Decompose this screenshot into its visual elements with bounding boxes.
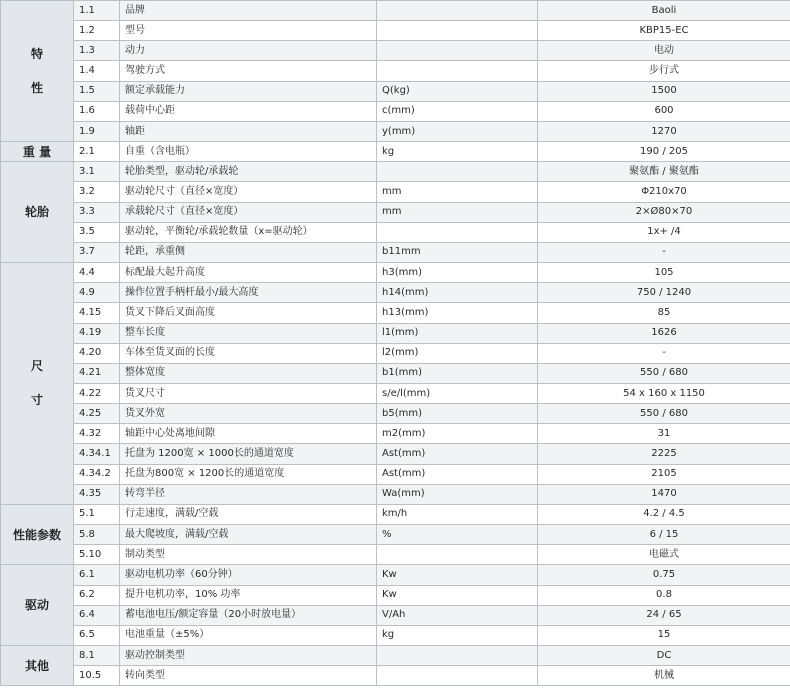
item-name: 动力 (120, 41, 377, 61)
item-name: 蓄电池电压/额定容量（20小时放电量） (120, 605, 377, 625)
item-value: Φ210x70 (538, 182, 790, 202)
spec-row (1, 323, 790, 343)
item-value: 2×Ø80×70 (538, 202, 790, 222)
item-number: 1.6 (74, 101, 120, 121)
item-number: 4.4 (74, 263, 120, 283)
spec-row (1, 565, 790, 585)
item-value: 24 / 65 (538, 605, 790, 625)
item-unit: mm (377, 202, 538, 222)
spec-row (1, 666, 790, 686)
item-number: 3.2 (74, 182, 120, 202)
item-unit: b11mm (377, 242, 538, 262)
item-number: 3.5 (74, 222, 120, 242)
item-number: 6.4 (74, 605, 120, 625)
spec-row (1, 545, 790, 565)
item-number: 8.1 (74, 646, 120, 666)
item-number: 3.7 (74, 242, 120, 262)
item-value: 2225 (538, 444, 790, 464)
item-name: 自重（含电瓶） (120, 142, 377, 162)
item-value: 550 / 680 (538, 363, 790, 383)
item-unit: c(mm) (377, 101, 538, 121)
item-value: 0.8 (538, 585, 790, 605)
item-unit: mm (377, 182, 538, 202)
item-number: 1.2 (74, 21, 120, 41)
spec-row (1, 41, 790, 61)
spec-row (1, 504, 790, 524)
item-unit: Q(kg) (377, 81, 538, 101)
item-value: 电动 (538, 41, 790, 61)
item-name: 货叉下降后叉面高度 (120, 303, 377, 323)
item-number: 4.20 (74, 343, 120, 363)
item-value: 85 (538, 303, 790, 323)
item-name: 型号 (120, 21, 377, 41)
group-dimensions (1, 263, 74, 505)
item-name: 提升电机功率，10% 功率 (120, 585, 377, 605)
group-wheels (1, 162, 74, 263)
group-label-char: 驱 (24, 598, 37, 613)
item-number: 3.1 (74, 162, 120, 182)
group-label-char: 能 (24, 527, 37, 542)
item-number: 4.15 (74, 303, 120, 323)
item-value: 1270 (538, 121, 790, 141)
item-number: 4.34.2 (74, 464, 120, 484)
item-value: 机械 (538, 666, 790, 686)
group-label-char: 性 (30, 81, 43, 96)
spec-row (1, 646, 790, 666)
item-number: 4.22 (74, 383, 120, 403)
item-unit (377, 1, 538, 21)
item-name: 轴距 (120, 121, 377, 141)
spec-row (1, 464, 790, 484)
spec-row (1, 202, 790, 222)
item-number: 4.35 (74, 484, 120, 504)
spec-row (1, 242, 790, 262)
item-value: 聚氨酯 / 聚氨酯 (538, 162, 790, 182)
item-name: 制动类型 (120, 545, 377, 565)
item-value: 4.2 / 4.5 (538, 504, 790, 524)
spec-row (1, 585, 790, 605)
spec-row (1, 1, 790, 21)
spec-row (1, 162, 790, 182)
item-unit: m2(mm) (377, 424, 538, 444)
item-number: 6.5 (74, 625, 120, 645)
item-name: 额定承载能力 (120, 81, 377, 101)
item-number: 10.5 (74, 666, 120, 686)
item-name: 整车长度 (120, 323, 377, 343)
item-value: 600 (538, 101, 790, 121)
item-number: 4.34.1 (74, 444, 120, 464)
spec-row (1, 383, 790, 403)
item-number: 1.3 (74, 41, 120, 61)
spec-row (1, 142, 790, 162)
item-value: 2105 (538, 464, 790, 484)
item-unit: h13(mm) (377, 303, 538, 323)
item-value: 1470 (538, 484, 790, 504)
group-label-char: 数 (49, 527, 62, 542)
spec-row (1, 303, 790, 323)
item-name: 电池重量（±5%） (120, 625, 377, 645)
item-name: 托盘为 1200宽 × 1000长的通道宽度 (120, 444, 377, 464)
item-value: 54 x 160 x 1150 (538, 383, 790, 403)
item-unit: Kw (377, 565, 538, 585)
item-name: 操作位置手柄杆最小/最大高度 (120, 283, 377, 303)
item-unit (377, 61, 538, 81)
item-number: 3.3 (74, 202, 120, 222)
spec-row (1, 81, 790, 101)
spec-row (1, 343, 790, 363)
spec-row (1, 444, 790, 464)
group-label-char: 参 (37, 527, 50, 542)
item-name: 轮距，承重侧 (120, 242, 377, 262)
item-number: 1.1 (74, 1, 120, 21)
item-value: 105 (538, 263, 790, 283)
item-unit: % (377, 525, 538, 545)
item-unit: l1(mm) (377, 323, 538, 343)
item-number: 4.9 (74, 283, 120, 303)
item-value: 1x+ /4 (538, 222, 790, 242)
item-name: 货叉外宽 (120, 404, 377, 424)
item-unit: Ast(mm) (377, 444, 538, 464)
item-number: 4.25 (74, 404, 120, 424)
item-value: - (538, 343, 790, 363)
item-number: 5.8 (74, 525, 120, 545)
item-name: 轮胎类型，驱动轮/承载轮 (120, 162, 377, 182)
item-value: DC (538, 646, 790, 666)
item-number: 2.1 (74, 142, 120, 162)
item-unit: kg (377, 625, 538, 645)
spec-row (1, 283, 790, 303)
item-name: 驱动控制类型 (120, 646, 377, 666)
item-unit: s/e/l(mm) (377, 383, 538, 403)
item-unit (377, 41, 538, 61)
spec-row (1, 182, 790, 202)
spec-row (1, 424, 790, 444)
item-value: 550 / 680 (538, 404, 790, 424)
item-number: 1.9 (74, 121, 120, 141)
item-name: 载荷中心距 (120, 101, 377, 121)
item-unit (377, 646, 538, 666)
group-weight: 重 量 (1, 142, 74, 162)
item-unit: Wa(mm) (377, 484, 538, 504)
group-label-char: 动 (37, 598, 50, 613)
item-number: 6.1 (74, 565, 120, 585)
item-value: 步行式 (538, 61, 790, 81)
group-label-char: 尺 (30, 359, 43, 374)
item-unit: l2(mm) (377, 343, 538, 363)
group-other (1, 646, 74, 686)
item-number: 5.1 (74, 504, 120, 524)
item-unit: V/Ah (377, 605, 538, 625)
spec-row (1, 605, 790, 625)
item-value: 31 (538, 424, 790, 444)
item-number: 4.32 (74, 424, 120, 444)
group-characteristics (1, 1, 74, 142)
item-number: 5.10 (74, 545, 120, 565)
item-name: 整体宽度 (120, 363, 377, 383)
item-value: 750 / 1240 (538, 283, 790, 303)
item-unit: h3(mm) (377, 263, 538, 283)
item-value: 1626 (538, 323, 790, 343)
item-unit: b1(mm) (377, 363, 538, 383)
item-value: 0.75 (538, 565, 790, 585)
group-label-char: 特 (30, 47, 43, 62)
group-label-char: 寸 (30, 393, 43, 408)
group-label-char: 胎 (37, 205, 50, 220)
item-name: 标配最大起升高度 (120, 263, 377, 283)
item-number: 1.5 (74, 81, 120, 101)
item-value: KBP15-EC (538, 21, 790, 41)
item-name: 驱动电机功率（60分钟） (120, 565, 377, 585)
item-value: 电磁式 (538, 545, 790, 565)
item-value: 15 (538, 625, 790, 645)
item-unit: Ast(mm) (377, 464, 538, 484)
item-name: 轴距中心处离地间隙 (120, 424, 377, 444)
item-unit: kg (377, 142, 538, 162)
spec-row (1, 61, 790, 81)
group-performance (1, 504, 74, 564)
item-number: 6.2 (74, 585, 120, 605)
group-label-char: 他 (37, 658, 50, 673)
item-unit (377, 162, 538, 182)
spec-row (1, 21, 790, 41)
item-value: 6 / 15 (538, 525, 790, 545)
item-value: 190 / 205 (538, 142, 790, 162)
group-label-char: 其 (24, 658, 37, 673)
group-label-char: 性 (12, 527, 25, 542)
item-unit (377, 222, 538, 242)
item-number: 4.19 (74, 323, 120, 343)
item-name: 转弯半径 (120, 484, 377, 504)
item-name: 车体至货叉面的长度 (120, 343, 377, 363)
item-name: 驱动轮，平衡轮/承载轮数量（x=驱动轮） (120, 222, 377, 242)
group-drive (1, 565, 74, 646)
item-name: 最大爬坡度，满载/空载 (120, 525, 377, 545)
spec-row (1, 625, 790, 645)
item-unit (377, 545, 538, 565)
item-name: 托盘为800宽 × 1200长的通道宽度 (120, 464, 377, 484)
item-unit: km/h (377, 504, 538, 524)
item-number: 4.21 (74, 363, 120, 383)
item-unit: h14(mm) (377, 283, 538, 303)
item-unit (377, 666, 538, 686)
item-unit (377, 21, 538, 41)
item-name: 品牌 (120, 1, 377, 21)
item-unit: y(mm) (377, 121, 538, 141)
item-name: 驾驶方式 (120, 61, 377, 81)
item-name: 驱动轮尺寸（直径×宽度） (120, 182, 377, 202)
spec-row (1, 121, 790, 141)
spec-row (1, 363, 790, 383)
item-unit: b5(mm) (377, 404, 538, 424)
item-name: 行走速度，满载/空载 (120, 504, 377, 524)
spec-row (1, 484, 790, 504)
item-value: - (538, 242, 790, 262)
spec-row (1, 525, 790, 545)
item-name: 承载轮尺寸（直径×宽度） (120, 202, 377, 222)
item-number: 1.4 (74, 61, 120, 81)
item-value: 1500 (538, 81, 790, 101)
spec-row (1, 222, 790, 242)
item-name: 货叉尺寸 (120, 383, 377, 403)
item-unit: Kw (377, 585, 538, 605)
spec-row (1, 404, 790, 424)
group-label-char: 轮 (24, 205, 37, 220)
spec-row (1, 101, 790, 121)
item-value: Baoli (538, 1, 790, 21)
item-name: 转向类型 (120, 666, 377, 686)
spec-row (1, 263, 790, 283)
